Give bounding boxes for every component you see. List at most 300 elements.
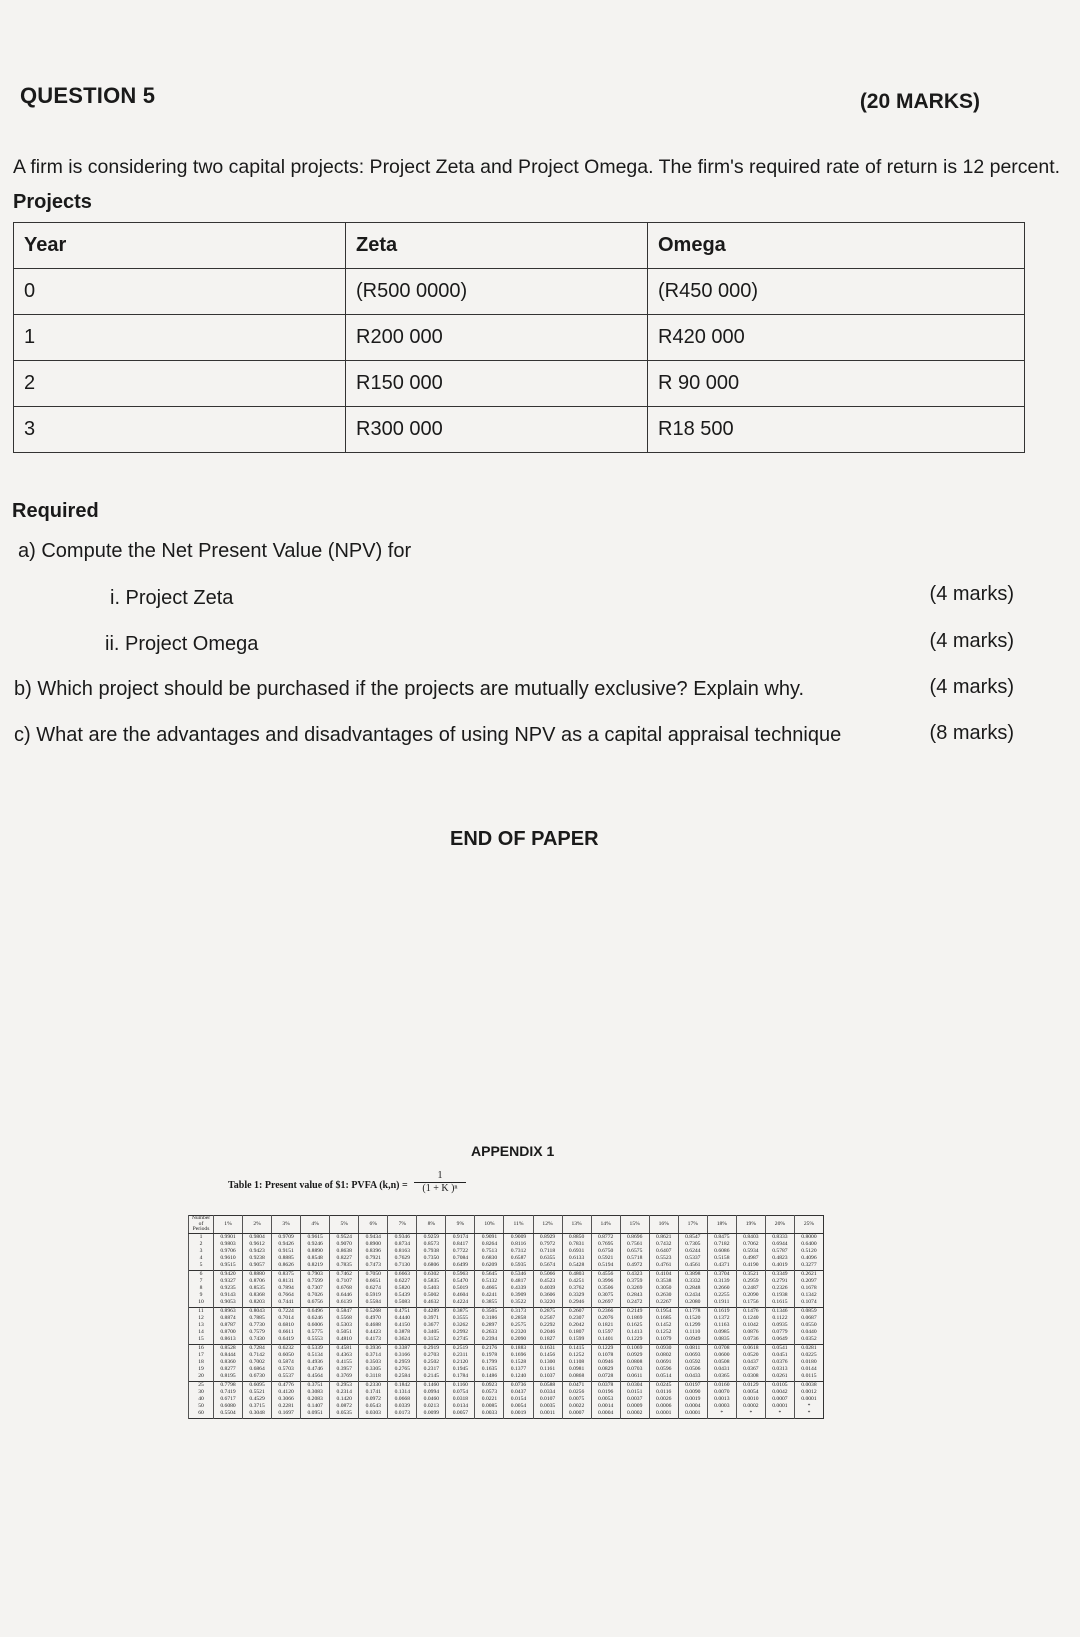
pv-value-cell: 0.1697 <box>272 1410 301 1418</box>
required-heading: Required <box>12 500 99 522</box>
pv-header-rate: 7% <box>388 1216 417 1234</box>
pv-value-cell: 0.8548 <box>301 1255 330 1262</box>
pv-row <box>189 1307 824 1315</box>
pv-value-cell: 0.0012 <box>794 1389 823 1396</box>
pv-row <box>189 1396 824 1403</box>
pv-value-cell: 0.5066 <box>533 1270 562 1278</box>
pv-value-cell: 0.5337 <box>678 1255 707 1262</box>
pv-value-cell: 0.0075 <box>562 1396 591 1403</box>
pv-value-cell: 0.7462 <box>330 1270 359 1278</box>
pv-value-cell: 0.3677 <box>417 1322 446 1329</box>
pv-value-cell: 0.1631 <box>533 1344 562 1352</box>
pv-value-cell: 0.3048 <box>243 1410 272 1418</box>
pv-value-cell: 0.6730 <box>243 1373 272 1381</box>
pv-value-cell: 0.0985 <box>707 1329 736 1336</box>
pv-value-cell: 0.0037 <box>620 1396 649 1403</box>
pv-value-cell: 0.5470 <box>446 1278 475 1285</box>
pv-value-cell: 0.0134 <box>446 1403 475 1410</box>
pv-value-cell: 0.6717 <box>214 1396 243 1403</box>
pv-value-cell: 0.2149 <box>620 1307 649 1315</box>
pv-value-cell: 0.0173 <box>388 1410 417 1418</box>
question-a: a) Compute the Net Present Value (NPV) for <box>18 540 412 562</box>
pv-period-cell: 11 <box>189 1307 214 1315</box>
pv-value-cell: 0.0600 <box>707 1352 736 1359</box>
appendix-title: APPENDIX 1 <box>471 1143 555 1159</box>
pv-value-cell: 0.3957 <box>330 1366 359 1373</box>
pv-value-cell: 0.8696 <box>620 1233 649 1241</box>
pv-value-cell: 0.2255 <box>707 1292 736 1299</box>
pv-value-cell: 0.3538 <box>649 1278 678 1285</box>
pv-value-cell: 0.0829 <box>591 1366 620 1373</box>
pv-period-cell: 60 <box>189 1410 214 1418</box>
pv-value-cell: 0.7130 <box>388 1262 417 1270</box>
header-omega: Omega <box>648 223 1025 269</box>
pv-value-cell: 0.9612 <box>243 1241 272 1248</box>
pv-value-cell: 0.0668 <box>388 1396 417 1403</box>
pv-row <box>189 1241 824 1248</box>
pv-value-cell: * <box>765 1410 794 1418</box>
pv-value-cell: 0.7722 <box>446 1248 475 1255</box>
pv-value-cell: 0.8613 <box>214 1336 243 1344</box>
pv-value-cell: 0.6768 <box>330 1285 359 1292</box>
pv-value-cell: 0.4039 <box>533 1285 562 1292</box>
pv-value-cell: 0.0013 <box>707 1396 736 1403</box>
pv-value-cell: 0.1122 <box>765 1315 794 1322</box>
pv-value-cell: 0.0520 <box>736 1352 765 1359</box>
pv-value-cell: 0.1597 <box>591 1329 620 1336</box>
pv-value-cell: 0.1615 <box>765 1299 794 1307</box>
pv-value-cell: 0.0835 <box>707 1336 736 1344</box>
header-zeta: Zeta <box>346 223 648 269</box>
pv-value-cell: 0.7026 <box>301 1292 330 1299</box>
pv-value-cell: 0.3503 <box>359 1359 388 1366</box>
pv-value-cell: 0.3118 <box>359 1373 388 1381</box>
pv-value-cell: 0.9610 <box>214 1255 243 1262</box>
pv-value-cell: 0.3066 <box>272 1396 301 1403</box>
pv-value-cell: 0.6302 <box>417 1270 446 1278</box>
pv-value-cell: 0.4251 <box>562 1278 591 1285</box>
pv-value-cell: 0.6080 <box>214 1403 243 1410</box>
pv-value-cell: 0.1160 <box>446 1381 475 1389</box>
table-row <box>14 407 1025 453</box>
pv-value-cell: 0.7885 <box>243 1315 272 1322</box>
pv-value-cell: 0.2633 <box>475 1329 504 1336</box>
pv-value-cell: 0.4761 <box>649 1262 678 1270</box>
pv-value-cell: 0.7002 <box>243 1359 272 1366</box>
pv-value-cell: 0.8375 <box>272 1270 301 1278</box>
pv-period-cell: 30 <box>189 1389 214 1396</box>
pv-value-cell: 0.6750 <box>591 1248 620 1255</box>
pv-value-cell: 0.7050 <box>359 1270 388 1278</box>
pv-value-cell: 0.3332 <box>678 1278 707 1285</box>
pv-value-cell: 0.2575 <box>504 1322 533 1329</box>
pv-value-cell: 0.1069 <box>620 1344 649 1352</box>
pv-value-cell: 0.3714 <box>359 1352 388 1359</box>
pv-value-cell: 0.8116 <box>504 1241 533 1248</box>
pv-value-cell: 0.9053 <box>214 1299 243 1307</box>
pv-header-rate: 25% <box>794 1216 823 1234</box>
pv-value-cell: 0.7579 <box>243 1329 272 1336</box>
pv-value-cell: 0.0004 <box>678 1403 707 1410</box>
pv-value-cell: 0.4104 <box>649 1270 678 1278</box>
pv-header-rate: 17% <box>678 1216 707 1234</box>
pv-value-cell: 0.4803 <box>562 1270 591 1278</box>
pv-value-cell: 0.1252 <box>649 1329 678 1336</box>
pv-value-cell: 0.6944 <box>765 1241 794 1248</box>
pv-value-cell: 0.7835 <box>330 1262 359 1270</box>
pv-value-cell: 0.3759 <box>620 1278 649 1285</box>
pv-value-cell: 0.0007 <box>562 1410 591 1418</box>
pv-value-cell: 0.0649 <box>765 1336 794 1344</box>
pv-value-cell: 0.7938 <box>417 1248 446 1255</box>
pv-period-cell: 2 <box>189 1241 214 1248</box>
pv-value-cell: 0.5158 <box>707 1255 736 1262</box>
pv-value-cell: 0.6496 <box>301 1307 330 1315</box>
pv-value-cell: 0.2959 <box>388 1359 417 1366</box>
pv-value-cell: 0.6355 <box>533 1255 562 1262</box>
pv-value-cell: 0.0802 <box>649 1352 678 1359</box>
pv-value-cell: 0.7307 <box>301 1285 330 1292</box>
pv-period-cell: 15 <box>189 1336 214 1344</box>
pv-value-cell: 0.5568 <box>330 1315 359 1322</box>
pv-period-cell: 50 <box>189 1403 214 1410</box>
pv-value-cell: 0.1240 <box>504 1373 533 1381</box>
pv-value-cell: 0.6419 <box>272 1336 301 1344</box>
pv-value-cell: 0.0535 <box>330 1410 359 1418</box>
pv-value-cell: 0.0808 <box>620 1359 649 1366</box>
pv-value-cell: 0.8264 <box>475 1241 504 1248</box>
pv-value-cell: 0.3521 <box>736 1270 765 1278</box>
pv-value-cell: 0.4019 <box>765 1262 794 1270</box>
pv-value-cell: 0.5504 <box>214 1410 243 1418</box>
cell-year: 0 <box>14 269 346 315</box>
pv-value-cell: 0.2745 <box>446 1336 475 1344</box>
pv-value-cell: 0.0437 <box>504 1389 533 1396</box>
pv-value-cell: 0.0160 <box>707 1381 736 1389</box>
cell-omega: R 90 000 <box>648 361 1025 407</box>
pv-value-cell: 0.0365 <box>707 1373 736 1381</box>
pv-row <box>189 1315 824 1322</box>
pv-value-cell: 0.8528 <box>214 1344 243 1352</box>
pv-value-cell: 0.0054 <box>736 1389 765 1396</box>
pv-value-cell: 0.0367 <box>736 1366 765 1373</box>
pv-value-cell: 0.5120 <box>794 1248 823 1255</box>
pv-value-cell: 0.7798 <box>214 1381 243 1389</box>
pv-value-cell: 0.0313 <box>765 1366 794 1373</box>
pv-value-cell: 0.9235 <box>214 1285 243 1292</box>
pv-value-cell: 0.2326 <box>765 1285 794 1292</box>
pv-value-cell: 0.1784 <box>446 1373 475 1381</box>
pv-value-cell: 0.9259 <box>417 1233 446 1241</box>
pv-value-cell: 0.8621 <box>649 1233 678 1241</box>
pv-value-cell: 0.7312 <box>504 1248 533 1255</box>
pv-value-cell: 0.0703 <box>620 1366 649 1373</box>
cell-omega: (R450 000) <box>648 269 1025 315</box>
pv-value-cell: 0.6133 <box>562 1255 591 1262</box>
pv-value-cell: 0.1954 <box>649 1307 678 1315</box>
pv-value-cell: 0.8219 <box>301 1262 330 1270</box>
pv-value-cell: 0.4190 <box>736 1262 765 1270</box>
pv-value-cell: 0.5051 <box>330 1329 359 1336</box>
pv-table-title: Table 1: Present value of $1: PVFA (k,n) = <box>228 1180 408 1191</box>
pv-value-cell: 0.2519 <box>446 1344 475 1352</box>
pv-value-cell: 0.4776 <box>272 1381 301 1389</box>
pv-value-cell: 0.8900 <box>359 1241 388 1248</box>
pv-value-cell: 0.2607 <box>562 1307 591 1315</box>
pv-value-cell: 0.3878 <box>388 1329 417 1336</box>
pv-value-cell: 0.6446 <box>330 1292 359 1299</box>
pv-value-cell: 0.2281 <box>272 1403 301 1410</box>
pv-value-cell: 0.0304 <box>620 1381 649 1389</box>
pv-value-cell: 0.2843 <box>620 1292 649 1299</box>
question-a-i: i. Project Zeta <box>110 587 234 609</box>
pv-value-cell: 0.2472 <box>620 1299 649 1307</box>
pv-value-cell: 0.0197 <box>678 1381 707 1389</box>
pv-row <box>189 1410 824 1418</box>
pv-row <box>189 1329 824 1336</box>
pv-value-cell: 0.7284 <box>243 1344 272 1352</box>
header-year: Year <box>14 223 346 269</box>
pv-value-cell: 0.8573 <box>417 1241 446 1248</box>
pv-value-cell: 0.1619 <box>707 1307 736 1315</box>
pv-value-cell: 0.0245 <box>649 1381 678 1389</box>
pv-value-cell: 0.0929 <box>620 1352 649 1359</box>
question-b: b) Which project should be purchased if the projects are mutually exclusive? Explain why. <box>14 678 805 700</box>
pv-row <box>189 1359 824 1366</box>
pv-value-cell: 0.4556 <box>591 1270 620 1278</box>
pv-header-rate: 6% <box>359 1216 388 1234</box>
pv-value-cell: 0.8403 <box>736 1233 765 1241</box>
pv-value-cell: 0.3506 <box>591 1285 620 1292</box>
pv-value-cell: 0.3909 <box>504 1292 533 1299</box>
pv-value-cell: 0.2145 <box>417 1373 446 1381</box>
pv-period-cell: 14 <box>189 1329 214 1336</box>
pv-value-cell: 0.0001 <box>678 1410 707 1418</box>
pv-header-rate: 20% <box>765 1216 794 1234</box>
pv-value-cell: 0.3277 <box>794 1262 823 1270</box>
pv-value-cell: 0.1401 <box>591 1336 620 1344</box>
pv-value-cell: 0.6499 <box>446 1262 475 1270</box>
pv-value-cell: 0.2120 <box>446 1359 475 1366</box>
pv-value-cell: 0.4987 <box>736 1255 765 1262</box>
pv-value-cell: 0.3075 <box>591 1292 620 1299</box>
pv-value-cell: 0.2083 <box>301 1396 330 1403</box>
pv-value-cell: 0.4523 <box>533 1278 562 1285</box>
pv-value-cell: 0.8000 <box>794 1233 823 1241</box>
pv-value-cell: 0.3166 <box>388 1352 417 1359</box>
pv-value-cell: 0.7014 <box>272 1315 301 1322</box>
pv-period-cell: 19 <box>189 1366 214 1373</box>
pv-value-cell: 0.9420 <box>214 1270 243 1278</box>
pv-value-cell: 0.0085 <box>475 1403 504 1410</box>
cell-omega: R420 000 <box>648 315 1025 361</box>
pv-value-cell: 0.5921 <box>591 1255 620 1262</box>
pv-value-cell: 0.7599 <box>301 1278 330 1285</box>
pv-header-rate: 5% <box>330 1216 359 1234</box>
pv-header-rate: 10% <box>475 1216 504 1234</box>
pv-value-cell: 0.5553 <box>301 1336 330 1344</box>
pv-value-cell: 0.0010 <box>736 1396 765 1403</box>
pv-value-cell: 0.7182 <box>707 1241 736 1248</box>
pv-value-cell: 0.4529 <box>243 1396 272 1403</box>
pv-value-cell: 0.2584 <box>388 1373 417 1381</box>
pv-value-cell: 0.0972 <box>359 1396 388 1403</box>
pv-row <box>189 1292 824 1299</box>
pv-value-cell: 0.8360 <box>214 1359 243 1366</box>
pv-value-cell: 0.4970 <box>359 1315 388 1322</box>
pv-value-cell: 0.7062 <box>736 1241 765 1248</box>
pv-value-cell: 0.9091 <box>475 1233 504 1241</box>
pv-value-cell: 0.0033 <box>475 1410 504 1418</box>
pv-value-cell: 0.5584 <box>359 1299 388 1307</box>
pv-value-cell: 0.8700 <box>214 1329 243 1336</box>
pv-value-cell: 0.5134 <box>301 1352 330 1359</box>
pv-value-cell: 0.7430 <box>243 1336 272 1344</box>
pv-value-cell: 0.0225 <box>794 1352 823 1359</box>
pv-value-cell: 0.4363 <box>330 1352 359 1359</box>
pv-value-cell: 0.3505 <box>475 1307 504 1315</box>
pv-value-cell: 0.9057 <box>243 1262 272 1270</box>
cell-year: 3 <box>14 407 346 453</box>
pv-value-cell: 0.6756 <box>301 1299 330 1307</box>
pv-value-cell: 0.9143 <box>214 1292 243 1299</box>
pv-value-cell: 0.6407 <box>649 1248 678 1255</box>
pv-value-cell: 0.7419 <box>214 1389 243 1396</box>
pv-value-cell: 0.4423 <box>359 1329 388 1336</box>
pv-value-cell: 0.0693 <box>678 1352 707 1359</box>
pv-value-cell: 0.8547 <box>678 1233 707 1241</box>
pv-value-cell: 0.6663 <box>388 1270 417 1278</box>
pv-value-cell: 0.0054 <box>504 1403 533 1410</box>
pv-value-cell: 0.6810 <box>272 1322 301 1329</box>
pv-value-cell: 0.0736 <box>736 1336 765 1344</box>
pv-value-cell: 0.2292 <box>533 1322 562 1329</box>
pv-value-cell: 0.3855 <box>475 1299 504 1307</box>
pv-value-cell: 0.1456 <box>533 1352 562 1359</box>
pv-value-cell: 0.3405 <box>417 1329 446 1336</box>
pv-value-cell: 0.0460 <box>417 1396 446 1403</box>
pv-value-cell: 0.2314 <box>330 1389 359 1396</box>
pv-value-cell: 0.9174 <box>446 1233 475 1241</box>
pv-value-cell: 0.1869 <box>620 1315 649 1322</box>
pv-header-rate: 3% <box>272 1216 301 1234</box>
cell-year: 1 <box>14 315 346 361</box>
pv-value-cell: 0.4972 <box>620 1262 649 1270</box>
pv-value-cell: 0.5847 <box>330 1307 359 1315</box>
pv-value-cell: 0.0035 <box>533 1403 562 1410</box>
pv-value-cell: 0.5674 <box>533 1262 562 1270</box>
formula-numerator: 1 <box>414 1170 466 1183</box>
pv-value-cell: 0.2097 <box>794 1278 823 1285</box>
pv-value-cell: 0.5428 <box>562 1262 591 1270</box>
pv-value-cell: 0.0471 <box>562 1381 591 1389</box>
pv-value-cell: 0.4751 <box>388 1307 417 1315</box>
pv-value-cell: 0.0099 <box>417 1410 446 1418</box>
pv-value-cell: 0.3269 <box>620 1285 649 1292</box>
pv-value-cell: 0.3349 <box>765 1270 794 1278</box>
pv-value-cell: 0.2320 <box>504 1329 533 1336</box>
pv-value-cell: 0.7432 <box>649 1241 678 1248</box>
pv-value-cell: 0.9515 <box>214 1262 243 1270</box>
cell-omega: R18 500 <box>648 407 1025 453</box>
pv-value-cell: 0.5439 <box>388 1292 417 1299</box>
pv-value-cell: 0.0935 <box>765 1322 794 1329</box>
pv-value-cell: 0.3186 <box>475 1315 504 1322</box>
cell-zeta: R200 000 <box>346 315 648 361</box>
pv-value-cell: 0.5775 <box>301 1329 330 1336</box>
pv-value-cell: 0.6611 <box>272 1329 301 1336</box>
pv-header-rate: 16% <box>649 1216 678 1234</box>
pv-value-cell: 0.9327 <box>214 1278 243 1285</box>
pv-value-cell: 0.8963 <box>214 1307 243 1315</box>
pv-value-cell: 0.9246 <box>301 1241 330 1248</box>
pv-value-cell: 0.3555 <box>446 1315 475 1322</box>
pv-row <box>189 1233 824 1241</box>
pv-value-cell: 0.7441 <box>272 1299 301 1307</box>
pv-value-cell: 0.0811 <box>678 1344 707 1352</box>
pv-value-cell: 0.0514 <box>649 1373 678 1381</box>
pv-value-cell: 0.9709 <box>272 1233 301 1241</box>
pv-value-cell: 0.0981 <box>562 1366 591 1373</box>
pv-value-cell: 0.5703 <box>272 1366 301 1373</box>
pv-value-cell: 0.3996 <box>591 1278 620 1285</box>
pv-value-cell: 0.1599 <box>562 1336 591 1344</box>
pv-value-cell: 0.0090 <box>678 1389 707 1396</box>
pv-value-cell: 0.1625 <box>620 1322 649 1329</box>
pv-value-cell: 0.2330 <box>359 1381 388 1389</box>
pv-header-rate: 19% <box>736 1216 765 1234</box>
pv-value-cell: 0.4665 <box>475 1285 504 1292</box>
pv-header-rate: 11% <box>504 1216 533 1234</box>
pv-value-cell: 0.2992 <box>446 1329 475 1336</box>
pv-value-cell: 0.1074 <box>794 1299 823 1307</box>
pv-value-cell: 0.0592 <box>678 1359 707 1366</box>
pv-value-cell: 0.5963 <box>446 1270 475 1278</box>
pv-value-cell: 0.2848 <box>678 1285 707 1292</box>
table-row <box>14 269 1025 315</box>
pv-value-cell: 0.1528 <box>504 1359 533 1366</box>
pv-value-cell: 0.0736 <box>504 1381 533 1389</box>
pv-value-cell: 0.3606 <box>533 1292 562 1299</box>
pv-value-cell: 0.3624 <box>388 1336 417 1344</box>
pv-value-cell: 0.1042 <box>736 1322 765 1329</box>
pv-value-cell: 0.1078 <box>591 1352 620 1359</box>
pv-value-cell: 0.8787 <box>214 1322 243 1329</box>
pv-period-cell: 7 <box>189 1278 214 1285</box>
pv-value-cell: 0.1377 <box>504 1366 533 1373</box>
pv-value-cell: 0.1252 <box>562 1352 591 1359</box>
pv-value-cell: 0.0588 <box>533 1381 562 1389</box>
pv-value-cell: 0.0872 <box>330 1403 359 1410</box>
question-a-ii: ii. Project Omega <box>105 633 259 655</box>
pv-value-cell: 0.0611 <box>620 1373 649 1381</box>
pv-value-cell: 0.6246 <box>301 1315 330 1322</box>
pv-value-cell: 0.4581 <box>330 1344 359 1352</box>
pv-value-cell: 0.3971 <box>417 1315 446 1322</box>
pv-value-cell: 0.0994 <box>417 1389 446 1396</box>
pv-period-cell: 10 <box>189 1299 214 1307</box>
pv-value-cell: 0.2953 <box>330 1381 359 1389</box>
pv-value-cell: 0.0541 <box>765 1344 794 1352</box>
pv-value-cell: 0.7921 <box>359 1255 388 1262</box>
pv-value-cell: 0.5523 <box>649 1255 678 1262</box>
pv-value-cell: 0.2765 <box>388 1366 417 1373</box>
pv-value-cell: 0.6050 <box>272 1352 301 1359</box>
pv-value-cell: 0.1476 <box>736 1307 765 1315</box>
pv-value-cell: 0.1635 <box>475 1366 504 1373</box>
pv-period-cell: 4 <box>189 1255 214 1262</box>
pv-value-cell: 0.2042 <box>562 1322 591 1329</box>
